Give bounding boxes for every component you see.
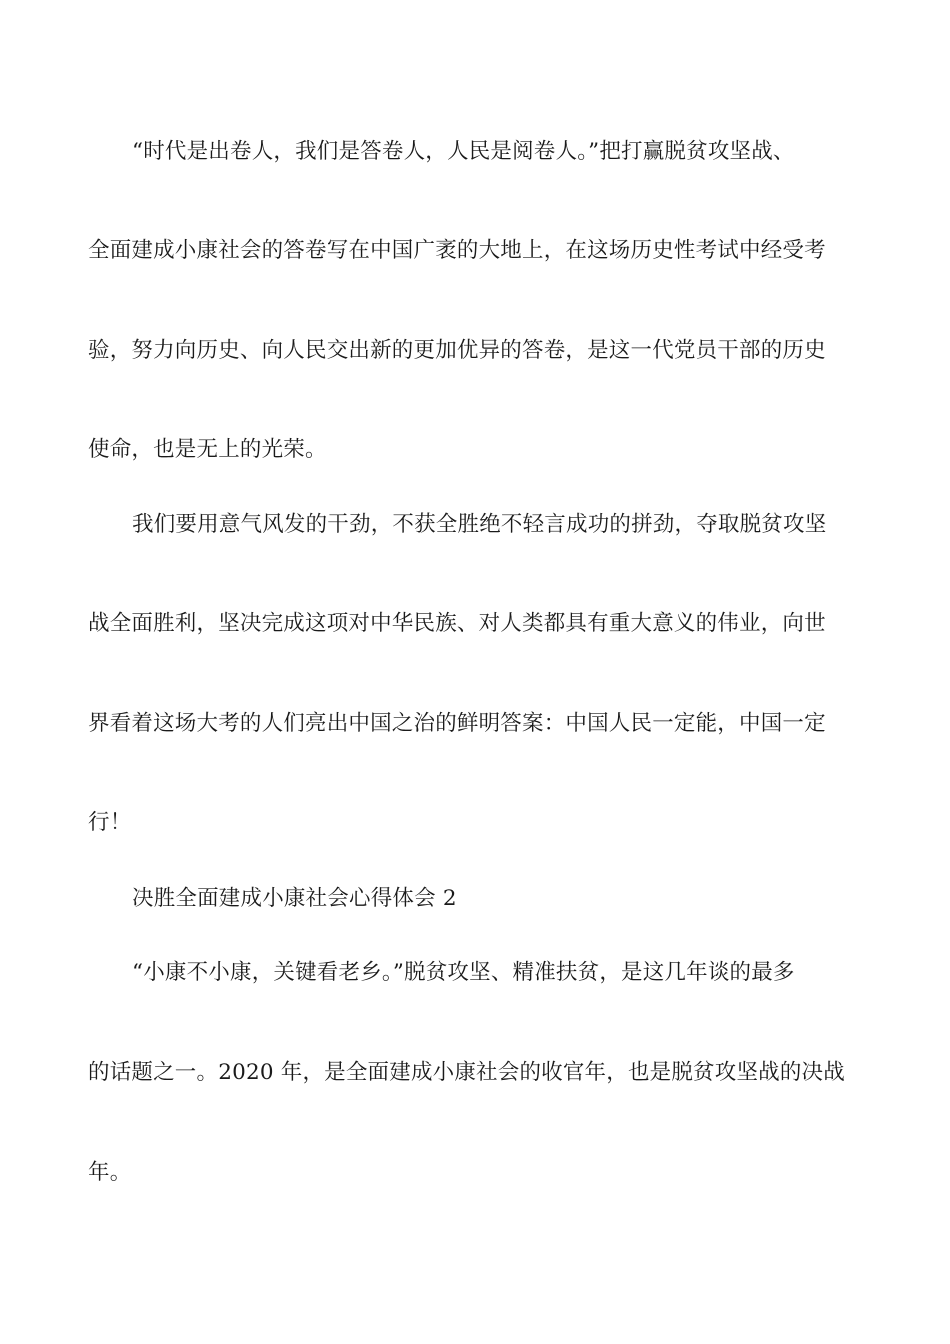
paragraph-3-line-2: 的话题之一。2020 年，是全面建成小康社会的收官年，也是脱贫攻坚战的决战 — [88, 1060, 845, 1085]
section-heading: 决胜全面建成小康社会心得体会 2 — [132, 886, 457, 911]
paragraph-1-line-1: “时代是出卷人，我们是答卷人，人民是阅卷人。”把打赢脱贫攻坚战、 — [132, 139, 795, 164]
paragraph-1-line-2: 全面建成小康社会的答卷写在中国广袤的大地上，在这场历史性考试中经受考 — [88, 238, 826, 263]
paragraph-2-line-3: 界看着这场大考的人们亮出中国之治的鲜明答案：中国人民一定能，中国一定 — [88, 711, 826, 736]
paragraph-3-line-1: “小康不小康，关键看老乡。”脱贫攻坚、精准扶贫，是这几年谈的最多 — [132, 960, 795, 985]
paragraph-2-line-4: 行！ — [88, 810, 132, 835]
paragraph-1-line-3: 验，努力向历史、向人民交出新的更加优异的答卷，是这一代党员干部的历史 — [88, 338, 826, 363]
paragraph-2-line-1: 我们要用意气风发的干劲，不获全胜绝不轻言成功的拼劲，夺取脱贫攻坚 — [132, 512, 827, 537]
paragraph-1-line-4: 使命，也是无上的光荣。 — [88, 437, 327, 462]
paragraph-2-line-2: 战全面胜利，坚决完成这项对中华民族、对人类都具有重大意义的伟业，向世 — [88, 611, 826, 636]
paragraph-3-line-3: 年。 — [88, 1160, 132, 1185]
